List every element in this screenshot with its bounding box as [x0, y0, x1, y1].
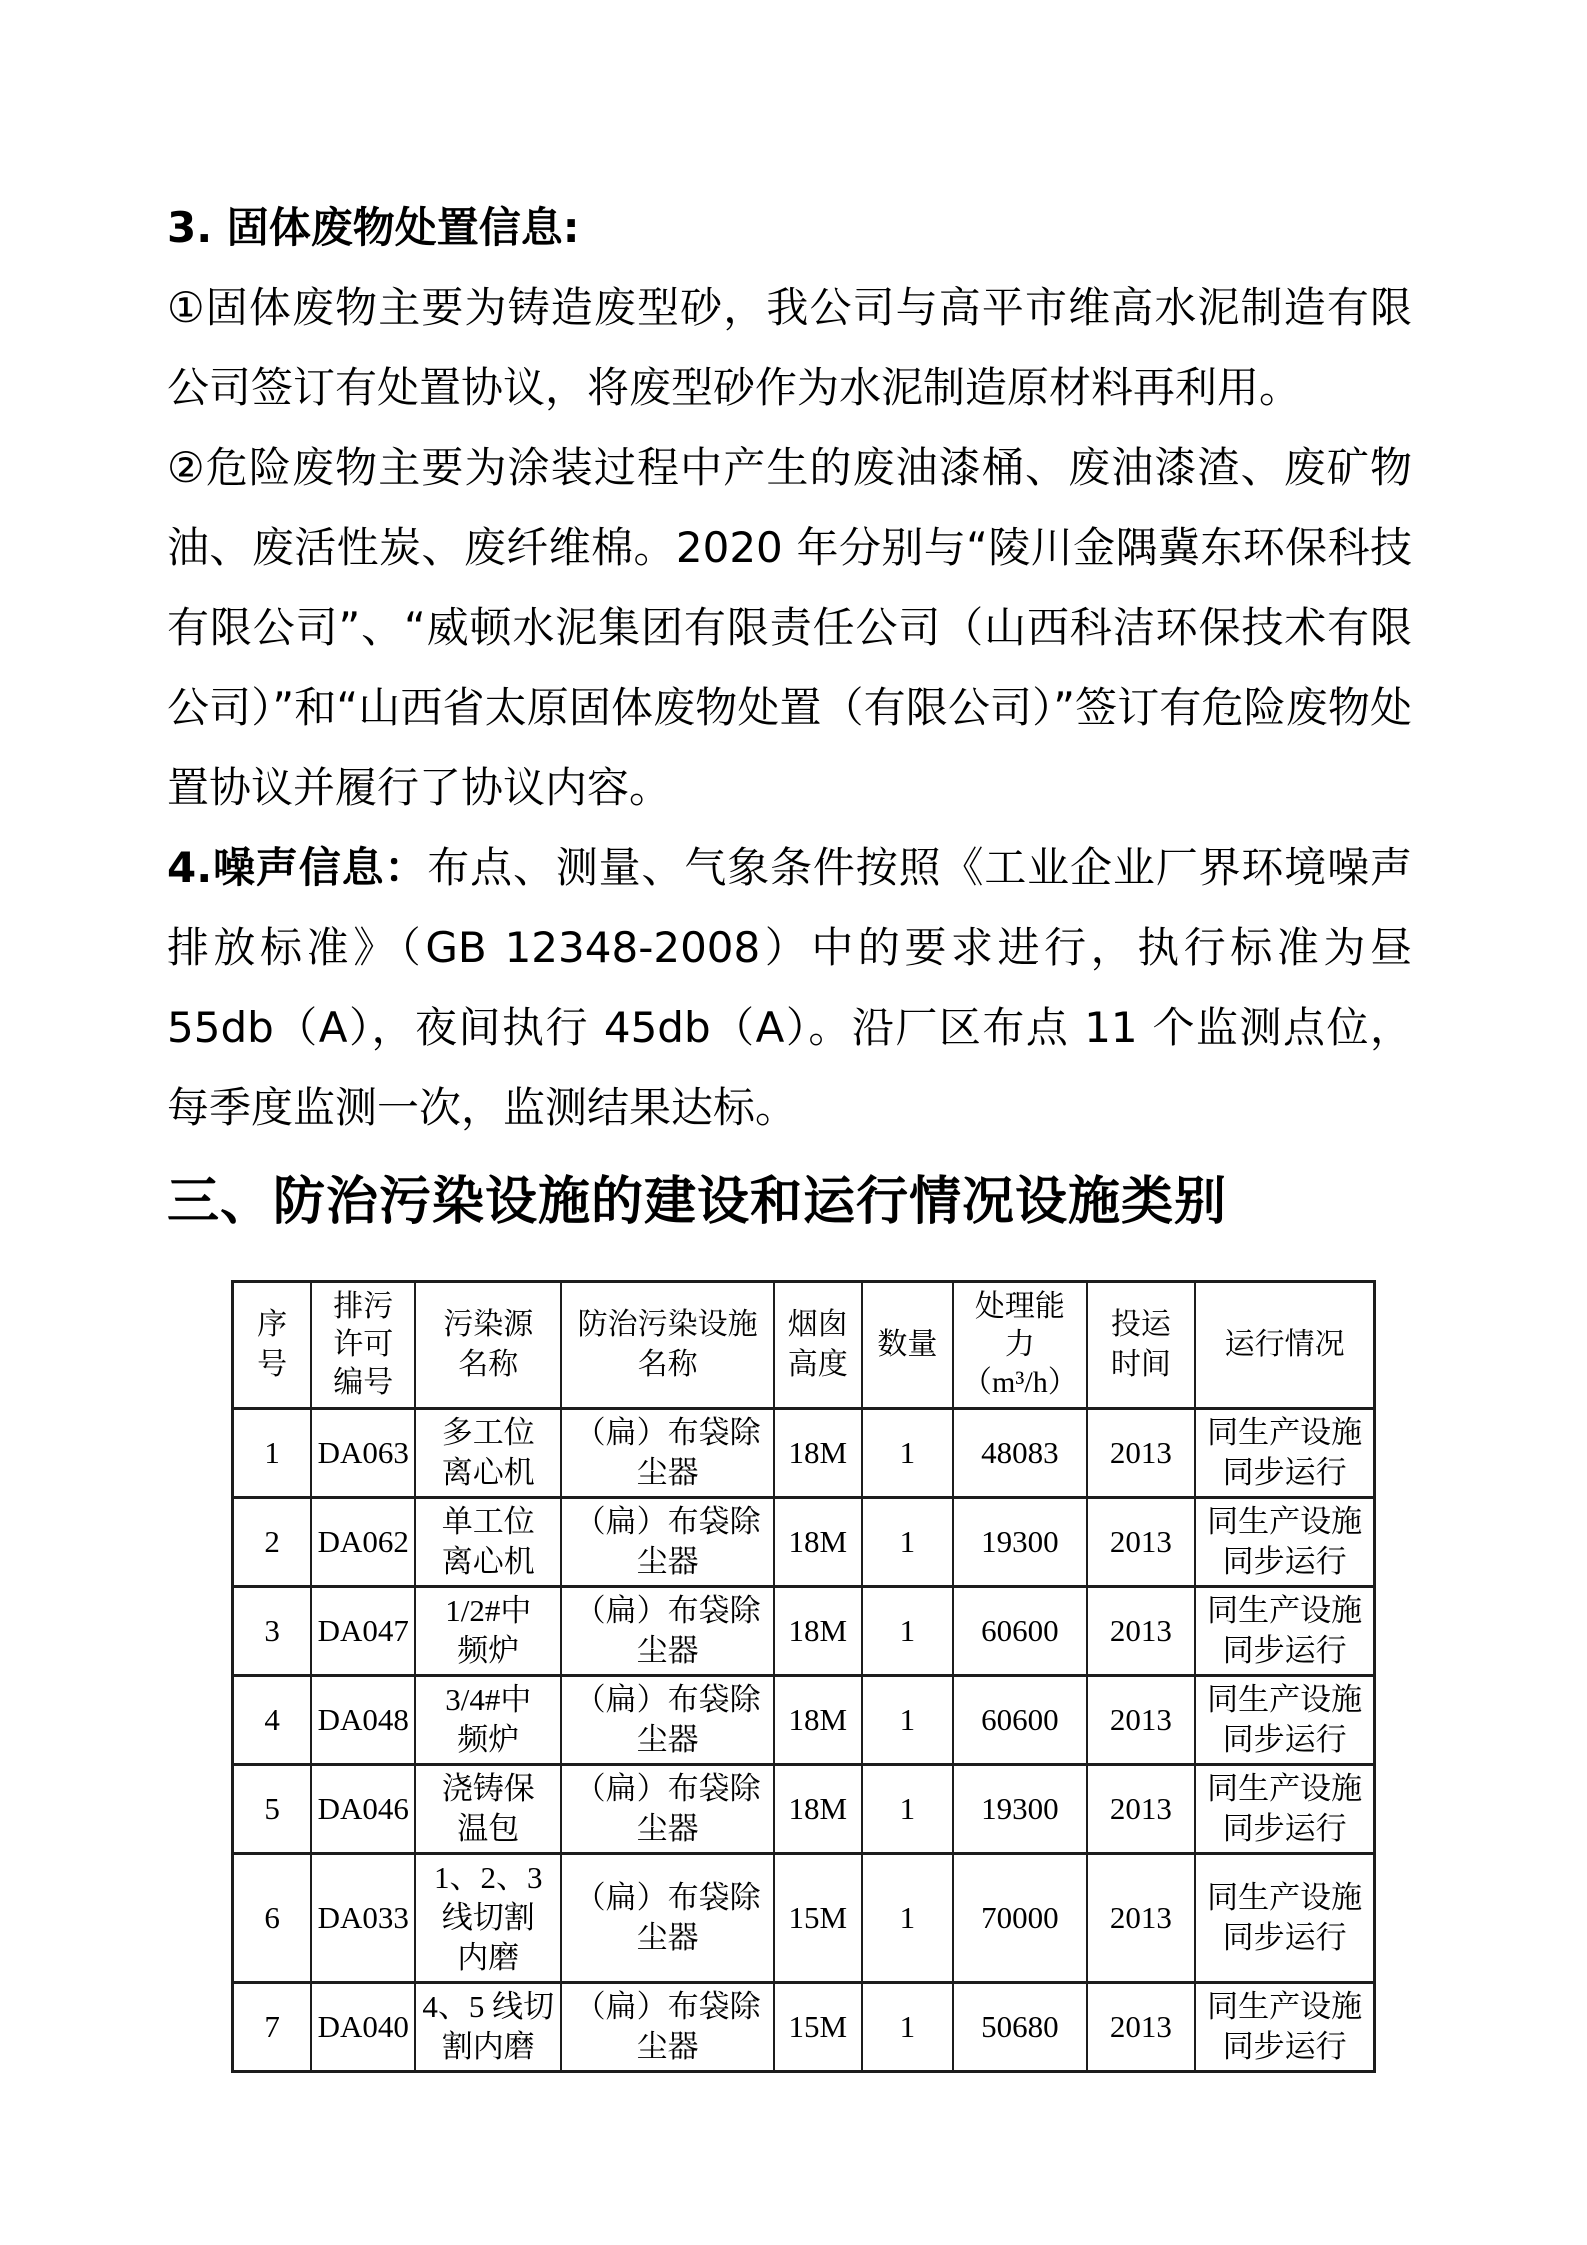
cell-source	[415, 1409, 561, 1498]
facility-table-header-row	[233, 1282, 1375, 1409]
cell-qty	[862, 1498, 953, 1587]
cell-text-line: DA046	[317, 1791, 409, 1826]
cell-text-line: 多工位	[441, 1415, 535, 1450]
cell-source	[415, 1498, 561, 1587]
cell-qty	[862, 1854, 953, 1983]
cell-qty	[862, 1765, 953, 1854]
cell-qty	[862, 1587, 953, 1676]
cell-permit	[311, 1676, 415, 1765]
cell-permit	[311, 1498, 415, 1587]
cell-text-line: 同步运行	[1222, 1633, 1347, 1668]
cell-text-line: 尘器	[636, 1544, 699, 1579]
cell-text-line: 15M	[788, 2009, 848, 2044]
cell-text-line: 同步运行	[1222, 2029, 1347, 2064]
cell-seq	[233, 1409, 312, 1498]
cell-capacity	[953, 1854, 1087, 1983]
header-text-line: 投运	[1110, 1308, 1171, 1341]
cell-text-line: 浇铸保	[441, 1771, 535, 1806]
cell-text-line: 4	[264, 1702, 280, 1737]
cell-text-line: 1	[264, 1435, 280, 1470]
cell-year	[1087, 1676, 1195, 1765]
column-header-facility	[561, 1282, 773, 1409]
cell-seq	[233, 1983, 312, 2072]
cell-text-line: 7	[264, 2009, 280, 2044]
cell-text-line: （扁）布袋除	[574, 1989, 761, 2024]
column-header-permit	[311, 1282, 415, 1409]
cell-capacity	[953, 1983, 1087, 2072]
cell-seq	[233, 1498, 312, 1587]
cell-text-line: 19300	[981, 1524, 1059, 1559]
cell-text-line: 1	[899, 1524, 916, 1559]
header-text-line: 许可	[333, 1328, 394, 1361]
cell-facility	[561, 1409, 773, 1498]
cell-facility	[561, 1676, 773, 1765]
cell-text-line: 1	[899, 2009, 916, 2044]
section-4-heading: 4.噪声信息：	[167, 843, 428, 892]
facility-table	[231, 1280, 1376, 2073]
header-text-line: 高度	[787, 1348, 848, 1381]
cell-stack	[774, 1587, 862, 1676]
cell-status	[1195, 1676, 1374, 1765]
column-header-stack	[774, 1282, 862, 1409]
cell-text-line: 70000	[981, 1900, 1059, 1935]
header-text-line: 号	[257, 1348, 288, 1381]
cell-year	[1087, 1765, 1195, 1854]
cell-text-line: 1	[899, 1791, 916, 1826]
cell-facility	[561, 1498, 773, 1587]
facility-table-body	[233, 1409, 1375, 2072]
cell-capacity	[953, 1587, 1087, 1676]
solid-waste-paragraph-1: ①固体废物主要为铸造废型砂，我公司与高平市维高水泥制造有限公司签订有处置协议，将废型砂作为水泥制造原材料再利用。	[167, 283, 1412, 412]
header-text-line: 烟囱	[787, 1308, 848, 1341]
noise-paragraph-text: 布点、测量、气象条件按照《工业企业厂界环境噪声排放标准》（GB 12348-2008）中的要求进行，执行标准为昼 55db（A），夜间执行 45db（A）。沿厂区布点 11 个监测点位，每季度监测一次，监测结果达标。	[167, 843, 1412, 1132]
table-row	[233, 1854, 1375, 1983]
cell-text-line: 同生产设施	[1207, 1771, 1363, 1806]
cell-text-line: 割内磨	[441, 2029, 535, 2064]
cell-source	[415, 1983, 561, 2072]
solid-waste-paragraph-2: ②危险废物主要为涂装过程中产生的废油漆桶、废油漆渣、废矿物油、废活性炭、废纤维棉。2020 年分别与“陵川金隅冀东环保科技有限公司”、“威顿水泥集团有限责任公司（山西科洁环保技术有限公司）”和“山西省太原固体废物处置（有限公司）”签订有危险废物处置协议并履行了协议内容。	[167, 443, 1412, 812]
cell-text-line: 同生产设施	[1207, 1504, 1363, 1539]
cell-source	[415, 1765, 561, 1854]
cell-text-line: DA048	[317, 1702, 409, 1737]
section-heading-pollution-facilities: 三、防治污染设施的建设和运行情况设施类别	[167, 1172, 1228, 1232]
cell-text-line: （扁）布袋除	[574, 1880, 761, 1915]
cell-text-line: DA047	[317, 1613, 409, 1648]
cell-qty	[862, 1409, 953, 1498]
cell-text-line: 2	[264, 1524, 280, 1559]
cell-year	[1087, 1983, 1195, 2072]
cell-stack	[774, 1409, 862, 1498]
column-header-qty	[862, 1282, 953, 1409]
cell-text-line: （扁）布袋除	[574, 1682, 761, 1717]
cell-text-line: 3	[264, 1613, 280, 1648]
header-text-line: 编号	[333, 1366, 394, 1399]
cell-text-line: DA063	[317, 1435, 409, 1470]
cell-seq	[233, 1765, 312, 1854]
cell-facility	[561, 1587, 773, 1676]
column-header-status	[1195, 1282, 1374, 1409]
header-text-line: 处理能	[974, 1290, 1065, 1323]
cell-text-line: 1	[899, 1435, 916, 1470]
cell-text-line: 2013	[1109, 1435, 1172, 1470]
cell-stack	[774, 1765, 862, 1854]
cell-text-line: 1	[899, 1900, 916, 1935]
cell-text-line: 尘器	[636, 1455, 699, 1490]
header-text-line: 防治污染设施	[577, 1308, 758, 1341]
table-row	[233, 1498, 1375, 1587]
cell-text-line: 1、2、3	[434, 1860, 543, 1895]
cell-text-line: 尘器	[636, 1633, 699, 1668]
header-text-line: （m³/h）	[962, 1366, 1078, 1399]
cell-permit	[311, 1854, 415, 1983]
cell-text-line: 同生产设施	[1207, 1593, 1363, 1628]
cell-status	[1195, 1498, 1374, 1587]
cell-text-line: 15M	[788, 1900, 848, 1935]
cell-year	[1087, 1409, 1195, 1498]
cell-capacity	[953, 1409, 1087, 1498]
cell-permit	[311, 1409, 415, 1498]
cell-text-line: 5	[264, 1791, 280, 1826]
cell-text-line: 尘器	[636, 2029, 699, 2064]
cell-source	[415, 1587, 561, 1676]
column-header-year	[1087, 1282, 1195, 1409]
cell-text-line: 2013	[1109, 1613, 1172, 1648]
header-text-line: 力	[1004, 1328, 1035, 1361]
cell-text-line: 1/2#中	[445, 1593, 532, 1628]
table-row	[233, 1983, 1375, 2072]
cell-text-line: DA040	[317, 2009, 409, 2044]
cell-text-line: 同生产设施	[1207, 1880, 1363, 1915]
cell-text-line: 同步运行	[1222, 1455, 1347, 1490]
cell-text-line: 18M	[788, 1524, 848, 1559]
cell-status	[1195, 1983, 1374, 2072]
cell-status	[1195, 1854, 1374, 1983]
cell-text-line: 线切割	[441, 1900, 535, 1935]
cell-text-line: （扁）布袋除	[574, 1771, 761, 1806]
cell-stack	[774, 1854, 862, 1983]
cell-year	[1087, 1587, 1195, 1676]
cell-text-line: 同步运行	[1222, 1722, 1347, 1757]
cell-text-line: 尘器	[636, 1920, 699, 1955]
cell-facility	[561, 1983, 773, 2072]
cell-seq	[233, 1676, 312, 1765]
cell-text-line: 同生产设施	[1207, 1415, 1363, 1450]
cell-text-line: 60600	[981, 1613, 1059, 1648]
cell-text-line: （扁）布袋除	[574, 1504, 761, 1539]
cell-text-line: 频炉	[457, 1722, 520, 1757]
cell-status	[1195, 1409, 1374, 1498]
cell-seq	[233, 1587, 312, 1676]
cell-text-line: 4、5 线切	[422, 1989, 555, 2024]
cell-capacity	[953, 1676, 1087, 1765]
cell-permit	[311, 1765, 415, 1854]
cell-text-line: 温包	[457, 1811, 520, 1846]
cell-text-line: 19300	[981, 1791, 1059, 1826]
cell-text-line: 6	[264, 1900, 280, 1935]
cell-text-line: （扁）布袋除	[574, 1415, 761, 1450]
header-text-line: 名称	[458, 1348, 519, 1381]
table-row	[233, 1765, 1375, 1854]
cell-text-line: 2013	[1109, 1524, 1172, 1559]
cell-text-line: 同生产设施	[1207, 1989, 1363, 2024]
column-header-seq	[233, 1282, 312, 1409]
header-text-line: 序	[257, 1308, 288, 1341]
cell-text-line: DA062	[317, 1524, 409, 1559]
cell-text-line: 同步运行	[1222, 1920, 1347, 1955]
header-text-line: 污染源	[443, 1308, 534, 1341]
cell-source	[415, 1854, 561, 1983]
cell-text-line: 离心机	[441, 1455, 535, 1490]
section-3-heading: 3. 固体废物处置信息:	[167, 203, 580, 252]
cell-status	[1195, 1587, 1374, 1676]
cell-text-line: 频炉	[457, 1633, 520, 1668]
cell-text-line: 18M	[788, 1435, 848, 1470]
cell-facility	[561, 1854, 773, 1983]
cell-text-line: 内磨	[457, 1940, 520, 1975]
cell-text-line: 同步运行	[1222, 1544, 1347, 1579]
cell-text-line: 1	[899, 1702, 916, 1737]
cell-seq	[233, 1854, 312, 1983]
header-text-line: 时间	[1110, 1348, 1171, 1381]
table-row	[233, 1587, 1375, 1676]
cell-text-line: 50680	[981, 2009, 1059, 2044]
cell-text-line: 3/4#中	[445, 1682, 532, 1717]
cell-text-line: 2013	[1109, 1900, 1172, 1935]
cell-status	[1195, 1765, 1374, 1854]
cell-text-line: 48083	[981, 1435, 1059, 1470]
cell-text-line: 尘器	[636, 1722, 699, 1757]
cell-text-line: 60600	[981, 1702, 1059, 1737]
cell-text-line: 18M	[788, 1702, 848, 1737]
header-text-line: 排污	[333, 1290, 394, 1323]
cell-text-line: 18M	[788, 1791, 848, 1826]
header-text-line: 数量	[877, 1328, 938, 1361]
cell-text-line: 尘器	[636, 1811, 699, 1846]
cell-permit	[311, 1983, 415, 2072]
cell-text-line: 同生产设施	[1207, 1682, 1363, 1717]
cell-text-line: 2013	[1109, 2009, 1172, 2044]
cell-text-line: 单工位	[441, 1504, 535, 1539]
noise-paragraph	[167, 828, 1412, 1148]
cell-qty	[862, 1676, 953, 1765]
cell-text-line: 18M	[788, 1613, 848, 1648]
cell-text-line: 离心机	[441, 1544, 535, 1579]
cell-permit	[311, 1587, 415, 1676]
cell-text-line: 2013	[1109, 1791, 1172, 1826]
cell-text-line: 2013	[1109, 1702, 1172, 1737]
cell-source	[415, 1676, 561, 1765]
header-text-line: 名称	[637, 1348, 698, 1381]
cell-stack	[774, 1983, 862, 2072]
cell-facility	[561, 1765, 773, 1854]
cell-stack	[774, 1498, 862, 1587]
cell-year	[1087, 1498, 1195, 1587]
cell-text-line: 同步运行	[1222, 1811, 1347, 1846]
cell-text-line: DA033	[317, 1900, 409, 1935]
cell-stack	[774, 1676, 862, 1765]
cell-text-line: 1	[899, 1613, 916, 1648]
cell-capacity	[953, 1498, 1087, 1587]
header-text-line: 运行情况	[1224, 1328, 1345, 1361]
table-row	[233, 1409, 1375, 1498]
cell-year	[1087, 1854, 1195, 1983]
cell-text-line: （扁）布袋除	[574, 1593, 761, 1628]
column-header-capacity	[953, 1282, 1087, 1409]
cell-qty	[862, 1983, 953, 2072]
column-header-source	[415, 1282, 561, 1409]
table-row	[233, 1676, 1375, 1765]
document-page	[167, 0, 1412, 2073]
cell-capacity	[953, 1765, 1087, 1854]
